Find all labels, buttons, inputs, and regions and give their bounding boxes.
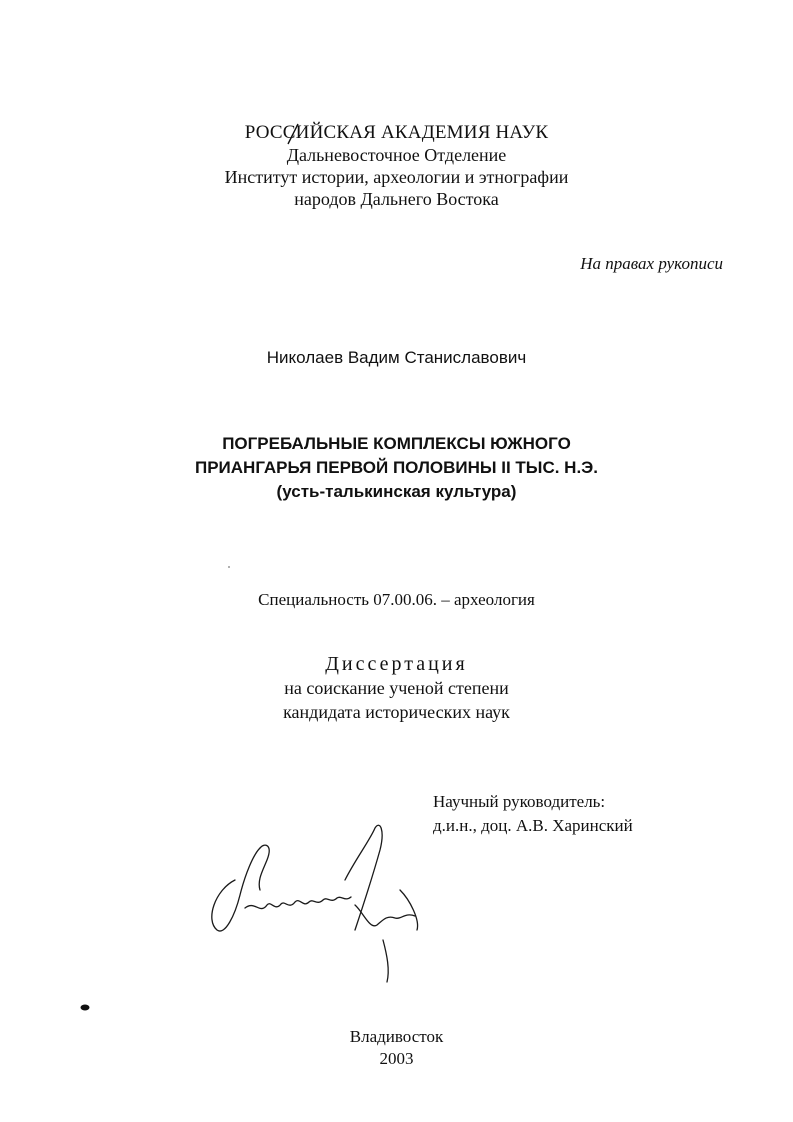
advisor-name: д.и.н., доц. А.В. Харинский [433, 816, 633, 835]
title-line-1: ПОГРЕБАЛЬНЫЕ КОМПЛЕКСЫ ЮЖНОГО [222, 434, 571, 453]
institute-name-line1: Институт истории, археологии и этнографии [224, 167, 569, 187]
academy-name: РОССИЙСКАЯ АКАДЕМИЯ НАУК [244, 122, 549, 143]
institute-name-line2: народов Дальнего Востока [294, 189, 499, 209]
ink-blot [80, 1004, 90, 1011]
branch-name: Дальневосточное Отделение [286, 145, 507, 165]
author-name: Николаев Вадим Станиславович [266, 348, 527, 367]
specialty-line: Специальность 07.00.06. – археология [258, 590, 535, 609]
handwritten-correction-mark [286, 122, 300, 146]
organization-header [0, 122, 793, 210]
handwritten-signature [205, 820, 435, 990]
year: 2003 [379, 1049, 414, 1068]
dissertation-heading: Диссертация [325, 653, 468, 675]
degree-line-1: на соискание ученой степени [284, 678, 509, 698]
scientific-advisor [433, 790, 633, 838]
title-line-2: ПРИАНГАРЬЯ ПЕРВОЙ ПОЛОВИНЫ II ТЫС. Н.Э. [195, 458, 598, 477]
place-and-year [0, 1026, 793, 1070]
degree-line-2: кандидата исторических наук [283, 702, 510, 722]
city-name: Владивосток [349, 1027, 444, 1046]
dissertation-degree-block [0, 652, 793, 724]
advisor-label: Научный руководитель: [433, 792, 606, 811]
manuscript-rights-note: На правах рукописи [580, 254, 723, 273]
scan-speck [228, 566, 230, 568]
dissertation-title [0, 432, 793, 504]
title-line-3: (усть-талькинская культура) [276, 482, 517, 501]
